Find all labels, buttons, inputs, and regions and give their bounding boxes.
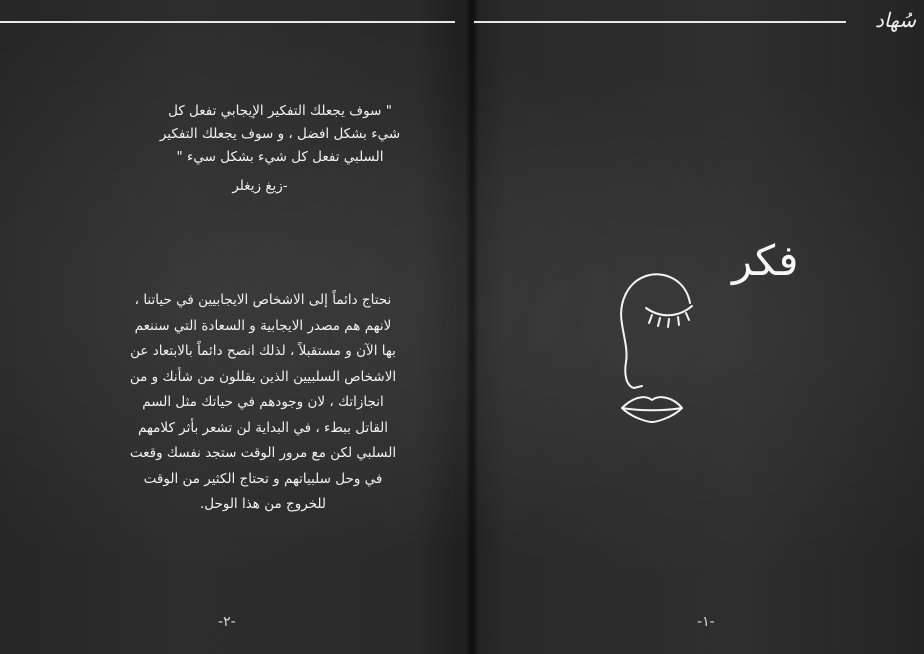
body-line-9: للخروج من هذا الوحل.: [199, 496, 326, 512]
quote-block: [150, 100, 410, 169]
body-line-4: الاشخاص السلبيين الذين يقللون من شأنك و من: [129, 368, 397, 385]
body-line-6: القاتل ببطء ، في البداية لن تشعر بأثر كلامهم: [137, 419, 389, 436]
right-page: [474, 0, 924, 654]
quote-line-3: السلبي تفعل كل شيء بشكل سيء ": [176, 149, 384, 165]
quote-line-1: " سوف يجعلك التفكير الإيجابي تفعل كل: [168, 103, 392, 119]
header-rule-right: [474, 21, 846, 23]
brand-logo: سُهاد: [875, 8, 916, 32]
header-rule-left: [0, 21, 455, 23]
page-number-right: -١-: [697, 614, 715, 630]
body-line-7: السلبي لكن مع مرور الوقت ستجد نفسك وقعت: [129, 445, 397, 461]
body-line-8: في وحل سلبياتهم و تحتاج الكثير من الوقت: [143, 470, 383, 487]
body-line-1: نحتاج دائماً إلى الاشخاص الايجابيين في حياتنا ،: [134, 292, 392, 308]
quote-line-2: شيء بشكل افضل ، و سوف يجعلك التفكير: [159, 126, 401, 142]
page-number-left: -٢-: [218, 614, 236, 630]
face-line-art-icon: [612, 258, 732, 433]
body-line-2: لانهم هم مصدر الايجابية و السعادة التي سننعم: [134, 317, 392, 334]
quote-author: -زيغ زيغلر: [232, 178, 288, 194]
body-paragraph: [108, 288, 418, 518]
page-title: فكر: [732, 236, 799, 285]
body-line-3: بها الآن و مستقبلاً ، لذلك انصح دائماً بالابتعاد عن: [130, 343, 396, 359]
body-line-5: انجازاتك ، لان وجودهم في حياتك مثل السم: [142, 394, 384, 410]
